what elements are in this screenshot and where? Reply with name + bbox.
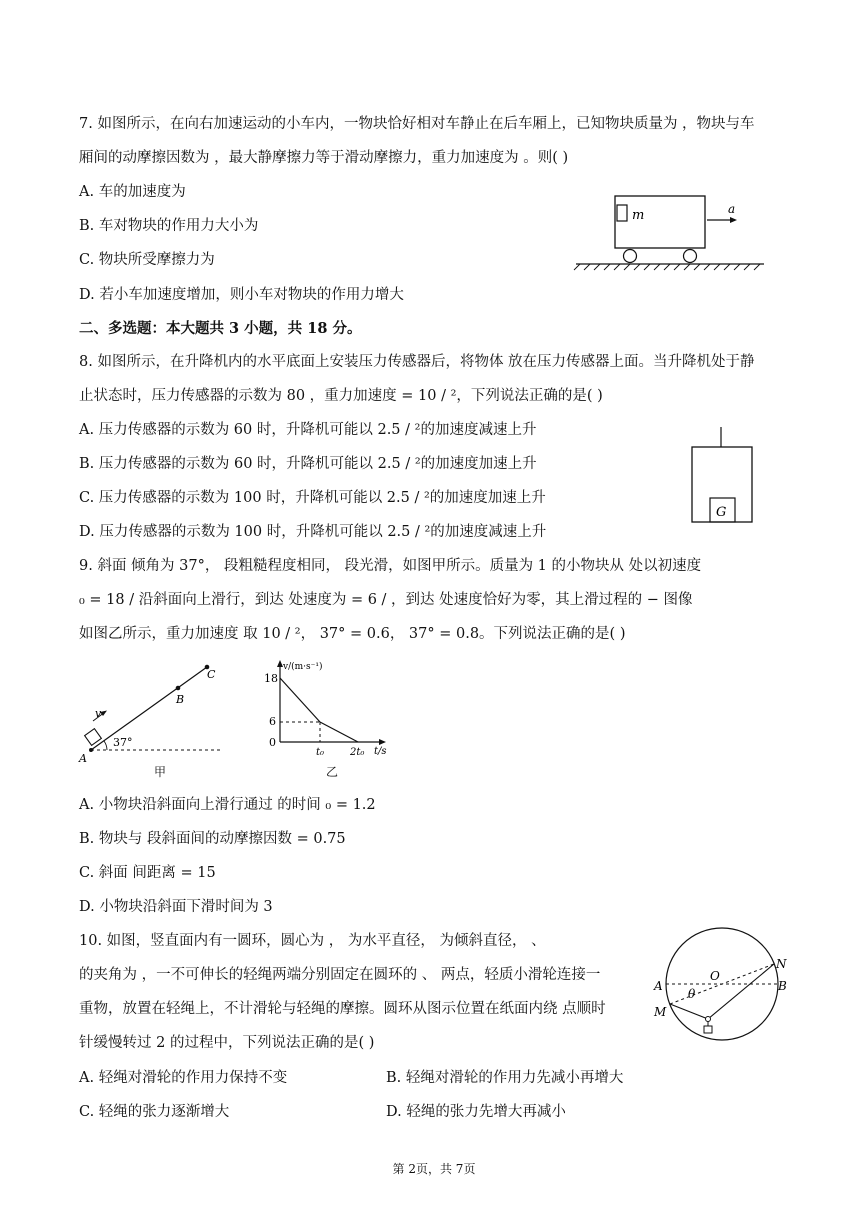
q7-accel-label: a: [728, 202, 736, 216]
q10-option-d: D. 轻绳的张力先增大再减小: [386, 1104, 566, 1120]
q9-yi-ylabel: v/(m·s⁻¹): [283, 662, 323, 672]
q9-jia-caption: 甲: [154, 765, 167, 779]
q8-option-b: B. 压力传感器的示数为 60 时，升降机可能以 2.5 / ²的加速度加速上升: [79, 456, 537, 472]
q8-box-label: G: [716, 505, 727, 520]
q9-jia-a: A: [79, 752, 87, 765]
q9-yi-y18: 18: [264, 672, 278, 685]
q9-jia-c: C: [207, 668, 216, 681]
q8-option-c: C. 压力传感器的示数为 100 时，升降机可能以 2.5 / ²的加速度加速上升: [79, 490, 546, 506]
q8-elevator-figure: [688, 425, 758, 525]
q9-option-c: C. 斜面 间距离 = 15: [79, 865, 216, 881]
q9-yi-seg1: [280, 678, 320, 722]
section2-title: 二、多选题：本大题共 3 小题，共 18 分。: [79, 320, 362, 337]
q9-option-b: B. 物块与 段斜面间的动摩擦因数 = 0.75: [79, 831, 346, 847]
q9-yi-origin: 0: [269, 736, 276, 749]
q7-block-label: m: [632, 208, 645, 223]
q9-option-d: D. 小物块沿斜面下滑时间为 3: [79, 899, 273, 915]
q10-label-o: O: [710, 969, 720, 983]
q9-jia-v: v: [95, 707, 102, 720]
q10-label-a: A: [654, 979, 663, 993]
q9-yi-y6: 6: [269, 715, 276, 728]
q10-label-m: M: [654, 1005, 667, 1019]
q8-option-d: D. 压力传感器的示数为 100 时，升降机可能以 2.5 / ²的加速度减速上升: [79, 524, 547, 540]
q10-option-c: C. 轻绳的张力逐渐增大: [79, 1104, 230, 1120]
q9-yi-caption: 乙: [326, 765, 339, 779]
q10-option-a: A. 轻绳对滑轮的作用力保持不变: [79, 1070, 288, 1086]
q8-option-a: A. 压力传感器的示数为 60 时，升降机可能以 2.5 / ²的加速度减速上升: [79, 422, 537, 438]
q9-option-a: A. 小物块沿斜面向上滑行通过 的时间 ₀ = 1.2: [79, 797, 376, 813]
q10-stem-line1: 10. 如图，竖直面内有一圆环，圆心为 ， 为水平直径， 为倾斜直径， 、: [79, 933, 546, 949]
q9-stem-line2: ₀ = 18 / 沿斜面向上滑行，到达 处速度为 = 6 / ，到达 处速度恰好为零，其上滑过程的 − 图像: [79, 592, 693, 608]
q7-option-d: D. 若小车加速度增加，则小车对物块的作用力增大: [79, 287, 404, 303]
q10-circle-figure: [650, 926, 800, 1046]
page-footer: 第 2页，共 7页: [392, 1162, 476, 1176]
q9-yi-t2: 2t₀: [350, 747, 365, 758]
q9-stem-line3: 如图乙所示，重力加速度 取 10 / ²， 37° = 0.6， 37° = 0.8。下列说法正确的是( ): [79, 626, 626, 642]
q9-fig-yi: [258, 658, 398, 763]
q7-stem-line2: 厢间的动摩擦因数为 ，最大静摩擦力等于滑动摩擦力，重力加速度为 。则( ): [79, 150, 569, 166]
q8-stem-line2: 止状态时，压力传感器的示数为 80 ，重力加速度 = 10 / ²，下列说法正确的是( ): [79, 388, 603, 404]
q10-label-theta: θ: [688, 987, 696, 1001]
q9-yi-xlabel: t/s: [374, 746, 387, 757]
q10-stem-line2: 的夹角为 ，一不可伸长的轻绳两端分别固定在圆环的 、 两点，轻质小滑轮连接一: [79, 967, 601, 983]
q9-fig-jia: [75, 660, 225, 765]
q8-stem-line1: 8. 如图所示，在升降机内的水平底面上安装压力传感器后，将物体 放在压力传感器上面。当升降机处于静: [79, 354, 755, 370]
q9-yi-seg2: [320, 722, 358, 742]
q7-option-a: A. 车的加速度为: [79, 184, 186, 200]
q7-stem-line1: 7. 如图所示，在向右加速运动的小车内，一物块恰好相对车静止在后车厢上，已知物块质量为 ，物块与车: [79, 116, 755, 132]
q9-jia-b: B: [176, 693, 185, 706]
q10-stem-line4: 针缓慢转过 2 的过程中，下列说法正确的是( ): [79, 1035, 375, 1051]
q7-option-c: C. 物块所受摩擦力为: [79, 252, 215, 268]
q9-yi-t0: t₀: [316, 747, 325, 758]
q7-cart-figure: [570, 190, 770, 275]
q10-label-b: B: [778, 979, 787, 993]
q9-jia-angle: 37°: [113, 736, 133, 749]
q7-option-b: B. 车对物块的作用力大小为: [79, 218, 259, 234]
q10-stem-line3: 重物，放置在轻绳上，不计滑轮与轻绳的摩擦。圆环从图示位置在纸面内绕 点顺时: [79, 1001, 606, 1017]
q10-label-n: N: [776, 957, 787, 971]
q9-stem-line1: 9. 斜面 倾角为 37°， 段粗糙程度相同， 段光滑，如图甲所示。质量为 1 的小物块从 处以初速度: [79, 558, 702, 574]
q10-option-b: B. 轻绳对滑轮的作用力先减小再增大: [386, 1070, 624, 1086]
